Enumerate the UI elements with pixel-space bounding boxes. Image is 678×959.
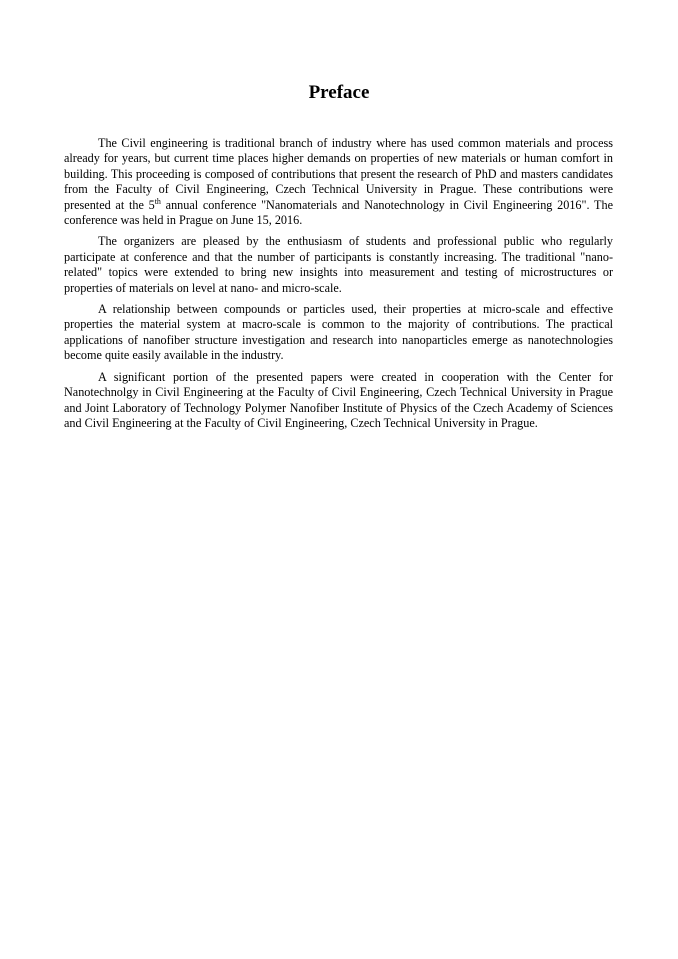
paragraph-3: A relationship between compounds or particles used, their properties at micro-scale and effective properties the material system at macro-scale is common to the majority of contributions. The practical applications of nanofiber structure investigation and research into nanoparticles emerge as nanotechnologies become quite easily available in the industry. xyxy=(64,302,613,363)
preface-body xyxy=(64,136,613,437)
paragraph-1 xyxy=(64,136,613,228)
paragraph-1-text-start: The Civil engineering is traditional branch of industry where has used common materials and process already for years, but current time places higher demands on properties of new materials or human comfort in building. This proceeding is composed of contributions that present the research of PhD and masters candidates from the Faculty of Civil Engineering, Czech Technical University in Prague. These contributions were presented at the 5 xyxy=(64,136,613,212)
paragraph-1-text-end: annual conference "Nanomaterials and Nanotechnology in Civil Engineering 2016". The conference was held in Prague on June 15, 2016. xyxy=(64,197,613,228)
ordinal-superscript: th xyxy=(154,196,161,206)
paragraph-2: The organizers are pleased by the enthusiasm of students and professional public who regularly participate at conference and that the number of participants is constantly increasing. The traditional "nano-related" topics were extended to bring new insights into measurement and testing of microstructures or properties of materials on level at nano- and micro-scale. xyxy=(64,234,613,295)
paragraph-4: A significant portion of the presented papers were created in cooperation with the Center for Nanotechnolgy in Civil Engineering at the Faculty of Civil Engineering, Czech Technical University in Prague and Joint Laboratory of Technology Polymer Nanofiber Institute of Physics of the Czech Academy of Sciences and Civil Engineering at the Faculty of Civil Engineering, Czech Technical University in Prague. xyxy=(64,369,613,430)
page-title: Preface xyxy=(308,82,370,103)
